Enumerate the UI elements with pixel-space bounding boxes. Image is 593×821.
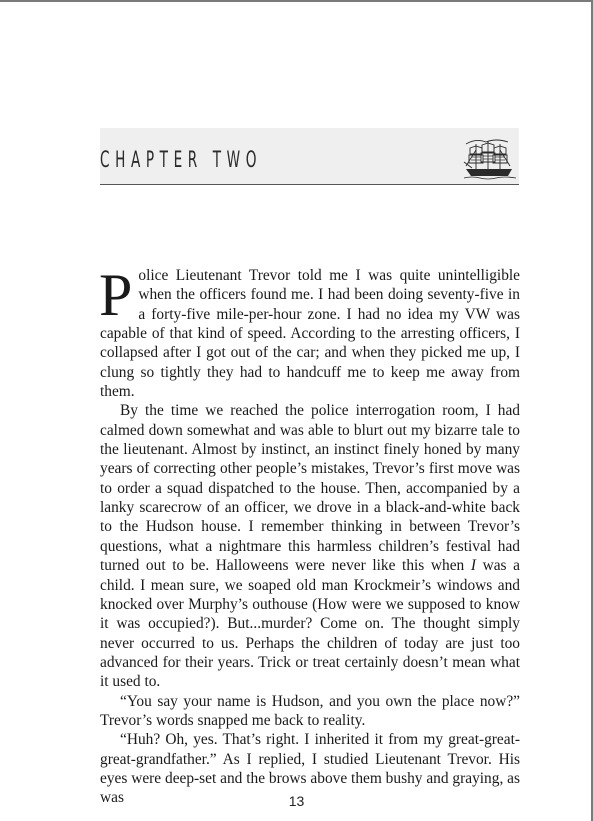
chapter-header bbox=[100, 128, 519, 186]
page-number: 13 bbox=[288, 793, 305, 809]
drop-cap: P bbox=[99, 262, 133, 328]
chapter-body bbox=[99, 262, 520, 808]
paragraph-3 bbox=[100, 692, 520, 731]
paragraph-1-text: olice Lieutenant Trevor told me I was quite unintelligible when the officers found me. I had been doing seventy-five in a forty-five mile-per-hour zone. I had no idea my VW was capable of that kind of speed. According to the arresting officers, I collapsed after I got out of the car; and when they picked me up, I clung so tightly they had to handcuff me to keep me away from them. bbox=[100, 267, 520, 401]
paragraph-1 bbox=[99, 262, 520, 401]
paragraph-2-text-cont: was a child. I mean sure, we soaped old man Krockmeir’s windows and knocked over Murphy’s outhouse (How were we supposed to know it was occupied?). But...murder? Come on. The thought simply never occurred to us. Perhaps the children of today are just too advanced for their years. Trick or treat certainly doesn’t mean what it used to. bbox=[100, 557, 520, 691]
sailing-ship-icon bbox=[462, 136, 518, 180]
paragraph-4-text: “Huh? Oh, yes. That’s right. I inherited it from my great-great-great-grandfather.” As I replied, I studied Lieutenant Trevor. His eyes were deep-set and the brows above them bushy and graying, as was bbox=[100, 731, 520, 807]
paragraph-3-text: “You say your name is Hudson, and you own the place now?” Trevor’s words snapped me back to reality. bbox=[100, 692, 520, 729]
paragraph-2-text: By the time we reached the police interrogation room, I had calmed down somewhat and was able to blurt out my bizarre tale to the lieutenant. Almost by instinct, an instinct finely honed by many years of correcting other people’s mistakes, Trevor’s first move was to order a squad dispatched to the house. Then, accompanied by a lanky scarecrow of an officer, we drove in a black-and-white back to the Hudson house. I remember thinking in between Trevor’s questions, what a nightmare this harmless children’s festival had turned out to be. Halloweens were never like this when bbox=[100, 402, 520, 575]
italic-i: I bbox=[470, 557, 476, 575]
chapter-title: CHAPTER TWO bbox=[100, 148, 263, 173]
paragraph-2 bbox=[100, 401, 520, 691]
chapter-rule bbox=[100, 184, 519, 185]
